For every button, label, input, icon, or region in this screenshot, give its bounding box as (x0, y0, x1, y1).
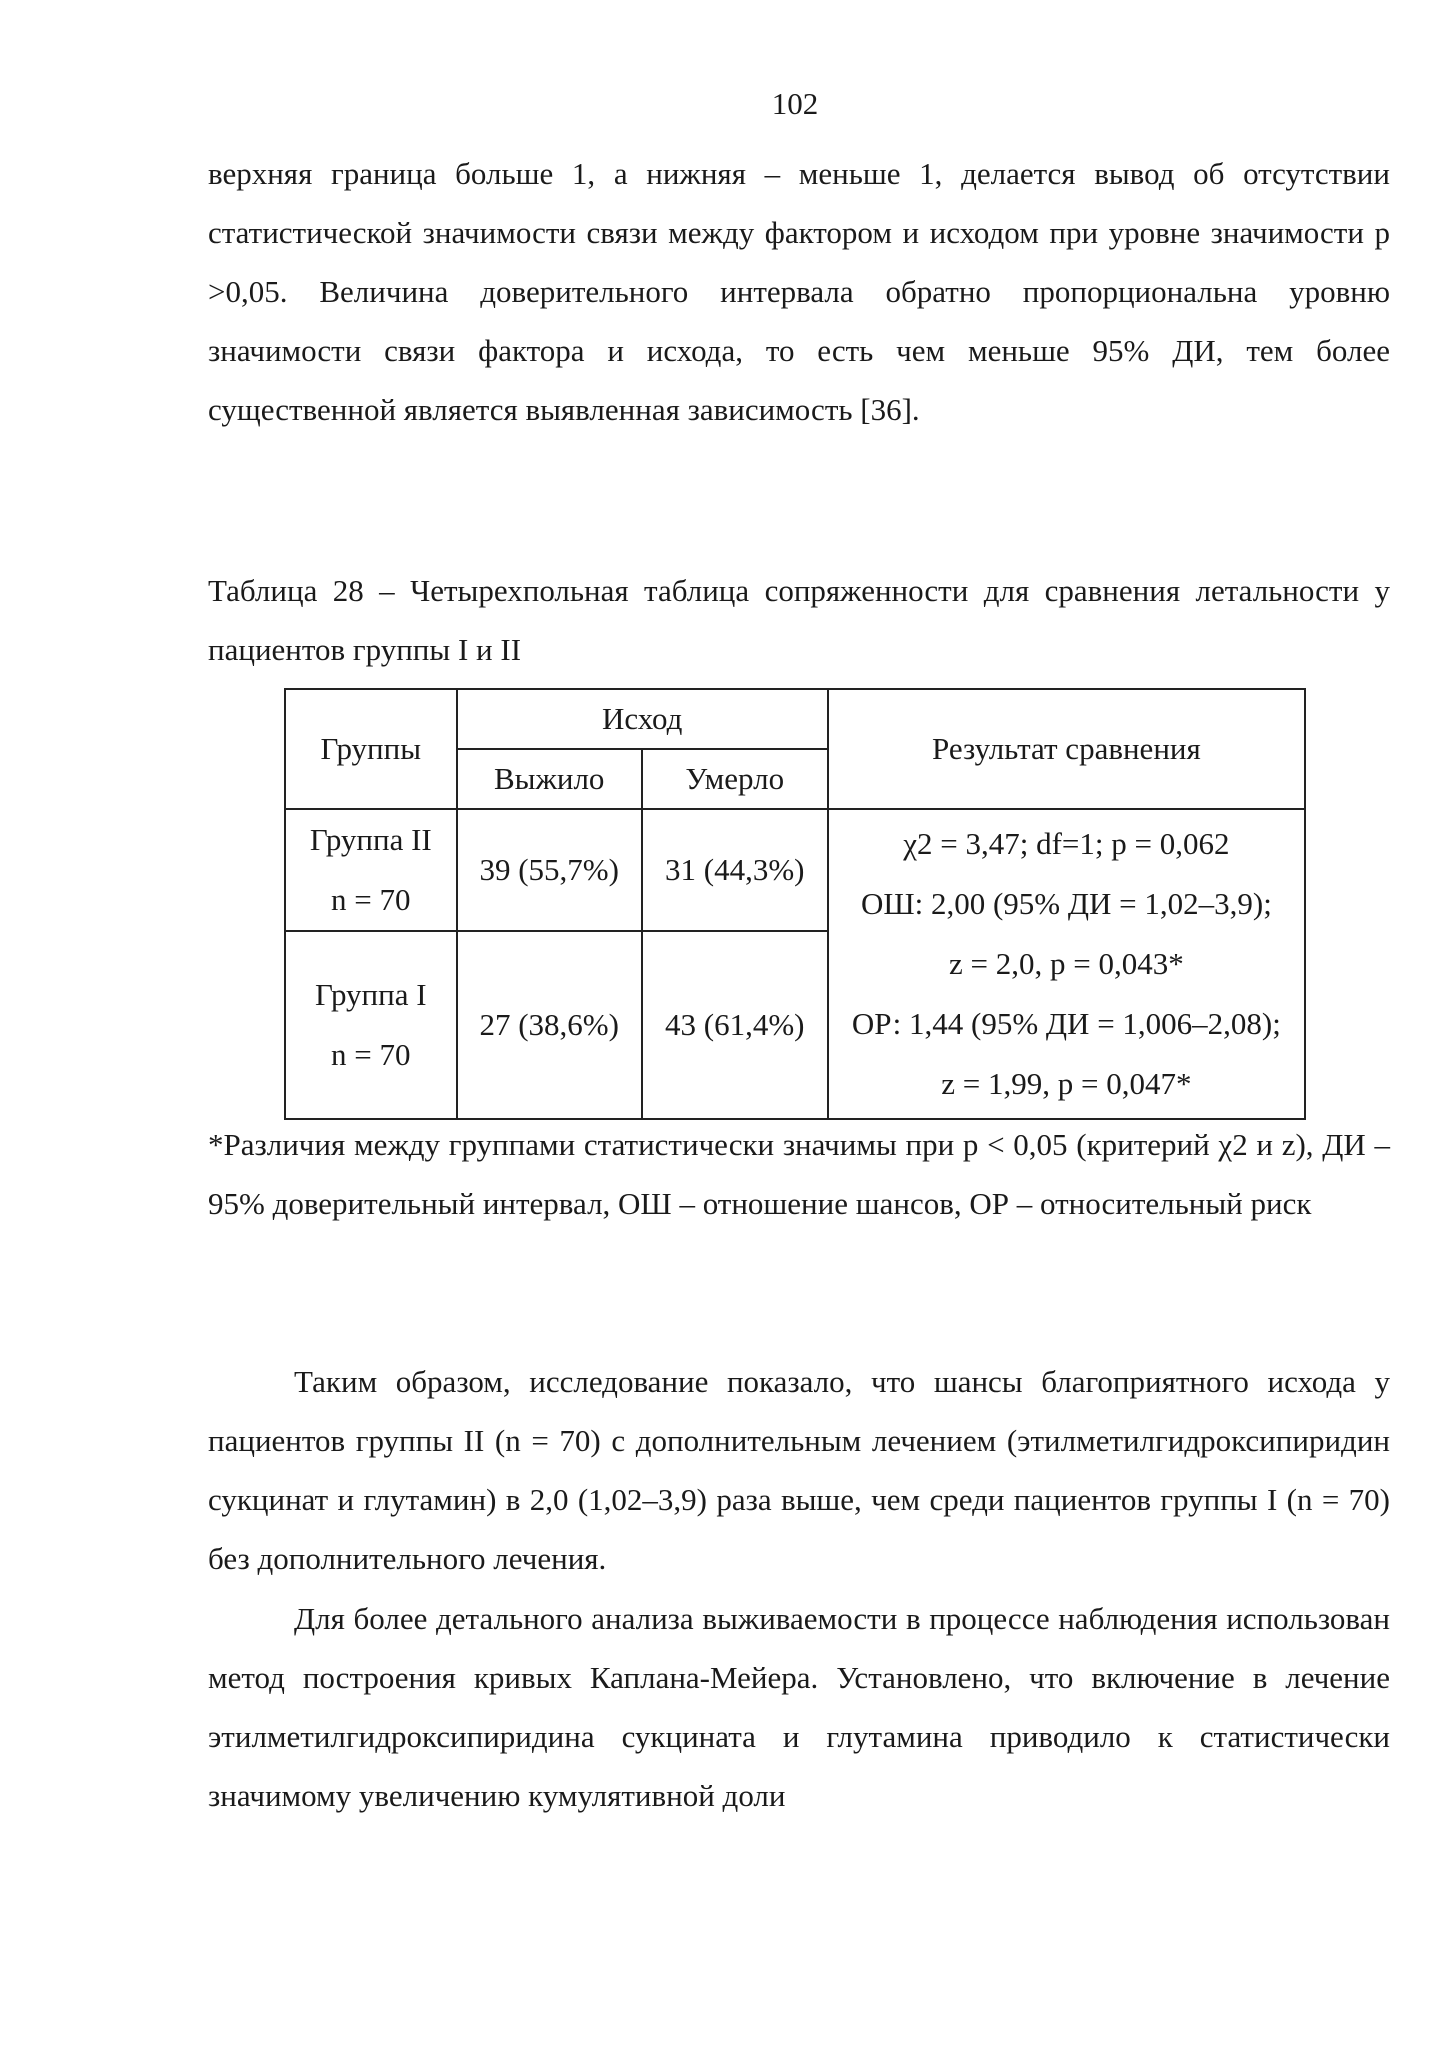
header-survived: Выжило (457, 749, 642, 809)
result-line: z = 1,99, p = 0,047* (941, 1066, 1192, 1101)
header-died: Умерло (642, 749, 828, 809)
page-number: 102 (771, 86, 819, 121)
paragraph-top: верхняя граница больше 1, а нижняя – меньше 1, делается вывод об отсутствии статистической значимости связи между фактором и исходом при уровне значимости p >0,05. Величина доверительного интервала обратно пропорциональна уровню значимости связи фактора и исхода, то есть чем меньше 95% ДИ, тем более существенной является выявленная зависимость [36]. (208, 156, 1390, 427)
result-line: ОР: 1,44 (95% ДИ = 1,006–2,08); (851, 1006, 1281, 1041)
cell-died: 43 (61,4%) (642, 931, 828, 1119)
group-n: n = 70 (331, 1037, 411, 1072)
cell-survived: 39 (55,7%) (457, 809, 642, 931)
paragraph-kaplan-meier: Для более детального анализа выживаемости в процессе наблюдения использован метод построения кривых Каплана-Мейера. Установлено, что включение в лечение этилметилгидроксипиридина сукцината и глутамина приводило к статистически значимому увеличению кумулятивной доли (208, 1601, 1390, 1813)
result-line: ОШ: 2,00 (95% ДИ = 1,02–3,9); (860, 886, 1272, 921)
header-outcome: Исход (457, 689, 828, 749)
result-cell (828, 809, 1305, 1119)
row-group-i (285, 931, 457, 1119)
group-label: Группа II (309, 822, 432, 857)
header-groups: Группы (285, 689, 457, 809)
header-result: Результат сравнения (828, 689, 1305, 809)
table-caption: Таблица 28 – Четырехпольная таблица сопряженности для сравнения летальности у пациентов группы I и II (208, 573, 1390, 667)
row-group-ii (285, 809, 457, 931)
cell-survived: 27 (38,6%) (457, 931, 642, 1119)
cell-died: 31 (44,3%) (642, 809, 828, 931)
group-label: Группа I (315, 977, 427, 1012)
group-n: n = 70 (331, 882, 411, 917)
result-line: z = 2,0, p = 0,043* (949, 946, 1184, 981)
table-note: *Различия между группами статистически значимы при p < 0,05 (критерий χ2 и z), ДИ – 95% доверительный интервал, ОШ – отношение шансов, ОР – относительный риск (208, 1127, 1390, 1221)
paragraph-conclusion: Таким образом, исследование показало, что шансы благоприятного исхода у пациентов группы II (n = 70) с дополнительным лечением (этилметилгидроксипиридин сукцинат и глутамин) в 2,0 (1,02–3,9) раза выше, чем среди пациентов группы I (n = 70) без дополнительного лечения. (208, 1364, 1390, 1576)
contingency-table (284, 688, 1306, 1120)
result-line: χ2 = 3,47; df=1; p = 0,062 (903, 826, 1230, 861)
